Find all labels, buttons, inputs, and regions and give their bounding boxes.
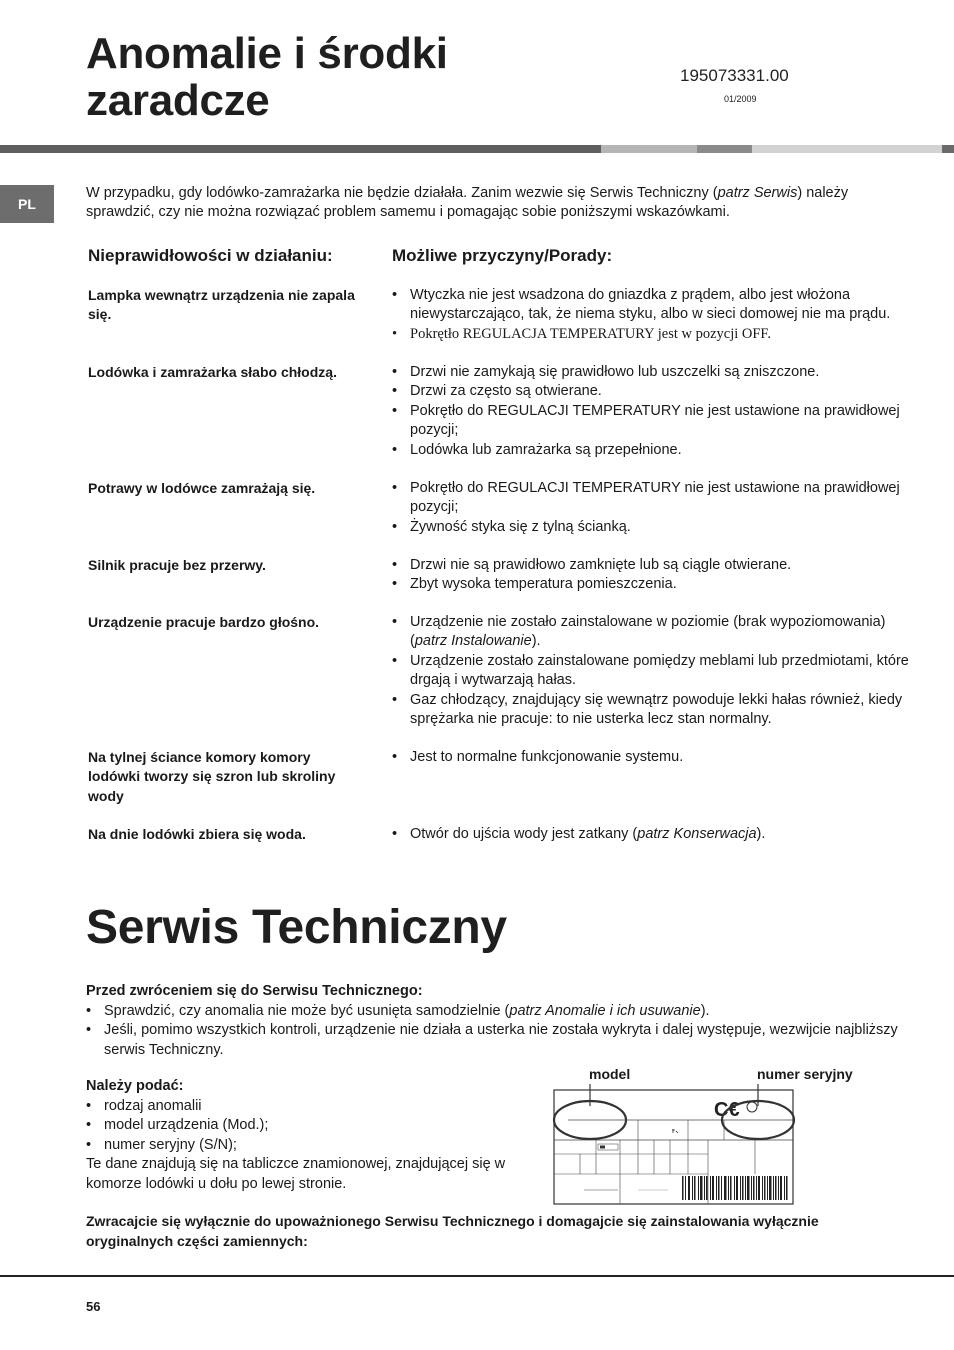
causes-list xyxy=(392,825,922,844)
cause-reference: patrz Instalowanie xyxy=(414,633,532,650)
cause-item: • Urządzenie zostało zainstalowane pomiędzy meblami lub przedmiotami, które drgają i wytwarzają hałas. xyxy=(392,652,922,691)
problem-text: Potrawy w lodówce zamrażają się. xyxy=(88,480,316,496)
cause-reference: patrz Konserwacja xyxy=(637,826,757,842)
service-before-block xyxy=(86,982,906,1060)
rating-plate-diagram xyxy=(548,1082,800,1210)
intro-paragraph xyxy=(86,184,916,222)
service-before-heading: Przed zwróceniem się do Serwisu Technicznego: xyxy=(86,983,423,999)
causes-list xyxy=(392,748,922,767)
service-provide-item: • model urządzenia (Mod.); xyxy=(86,1116,526,1136)
page-title: Anomalie i środki zaradcze xyxy=(86,29,448,125)
cause-item xyxy=(392,825,922,844)
service-closing-note: Zwracajcie się wyłącznie do upoważnionego Serwisu Technicznego i domagajcie się zainstalowania wyłącznie oryginalnych części zamiennych: xyxy=(86,1213,819,1249)
service-before-item xyxy=(86,1002,906,1022)
column-heading-problem: Nieprawidłowości w działaniu: xyxy=(88,246,333,265)
intro-reference: patrz Serwis xyxy=(717,185,798,201)
cause-item: • Drzwi za często są otwierane. xyxy=(392,382,922,401)
cause-item: • Pokrętło REGULACJA TEMPERATURY jest w pozycji OFF. xyxy=(392,325,922,344)
service-provide-heading: Należy podać: xyxy=(86,1078,184,1094)
cause-item: • Żywność styka się z tylną ścianką. xyxy=(392,518,922,537)
causes-list xyxy=(392,556,922,595)
problem-text: Urządzenie pracuje bardzo głośno. xyxy=(88,614,320,630)
cause-text-end: ). xyxy=(756,826,766,842)
page-number: 56 xyxy=(86,1299,101,1314)
service-provide-item: • numer seryjny (S/N); xyxy=(86,1136,526,1156)
service-item-text: Sprawdzić, czy anomalia nie może być usunięta samodzielnie ( xyxy=(104,1002,510,1019)
intro-text-end: ) należy sprawdzić, czy nie można rozwiązać problem samemu i pomagając sobie poniższymi wskazówkami. xyxy=(86,185,849,220)
cause-item: • Jest to normalne funkcjonowanie systemu. xyxy=(392,748,922,767)
problem-text: Na tylnej ściance komory komory lodówki tworzy się szron lub skroliny wody xyxy=(88,749,336,804)
intro-text: W przypadku, gdy lodówko-zamrażarka nie będzie działała. Zanim wezwie się Serwis Techniczny ( xyxy=(86,185,718,201)
service-provide-item: • rodzaj anomalii xyxy=(86,1097,526,1117)
cause-item: • Zbyt wysoka temperatura pomieszczenia. xyxy=(392,575,922,594)
language-tab: PL xyxy=(0,185,54,223)
causes-list xyxy=(392,286,922,344)
cause-text-end: ). xyxy=(531,633,541,650)
footer-divider xyxy=(0,1275,954,1277)
service-before-item: • Jeśli, pomimo wszystkich kontroli, urządzenie nie działa a usterka nie została wykryta i dalej występuje, wezwijcie najbliższy serwis Techniczny. xyxy=(86,1021,906,1060)
service-item-text-end: ). xyxy=(700,1002,710,1019)
svg-text:C€: C€ xyxy=(714,1099,740,1121)
service-location-text: Te dane znajdują się na tabliczce znamionowej, znajdującej się w komorze lodówki u dołu po lewej stronie. xyxy=(86,1156,506,1192)
cause-item: • Pokrętło do REGULACJI TEMPERATURY nie jest ustawione na prawidłowej pozycji; xyxy=(392,402,922,441)
causes-list xyxy=(392,363,922,460)
problem-text: Lodówka i zamrażarka słabo chłodzą. xyxy=(88,364,337,380)
problem-text: Na dnie lodówki zbiera się woda. xyxy=(88,826,306,842)
causes-list xyxy=(392,613,922,729)
service-provide-block xyxy=(86,1077,526,1194)
label-model: model xyxy=(589,1066,631,1082)
label-serial-number: numer seryjny xyxy=(757,1066,853,1082)
problem-text: Lampka wewnątrz urządzenia nie zapala się. xyxy=(88,287,355,323)
cause-item xyxy=(392,613,922,652)
cause-text: Urządzenie nie zostało zainstalowane w poziomie (brak wypoziomowania) ( xyxy=(410,614,886,650)
cause-item: • Wtyczka nie jest wsadzona do gniazdka z prądem, albo jest włożona niewystarczająco, tak, że niema styku, albo w sieci domowej nie ma prądu. xyxy=(392,286,922,325)
cause-item: • Gaz chłodzący, znajdujący się wewnątrz powoduje lekki hałas również, kiedy sprężarka nie pracuje: to nie usterka lecz stan normalny. xyxy=(392,691,922,730)
cause-item: • Lodówka lub zamrażarka są przepełnione. xyxy=(392,441,922,460)
problem-text: Silnik pracuje bez przerwy. xyxy=(88,557,266,573)
cause-item: • Drzwi nie są prawidłowo zamknięte lub są ciągle otwierane. xyxy=(392,556,922,575)
causes-list xyxy=(392,479,922,537)
column-heading-solution: Możliwe przyczyny/Porady: xyxy=(392,246,613,265)
document-number: 195073331.00 xyxy=(680,66,789,85)
cause-text: Otwór do ujścia wody jest zatkany ( xyxy=(410,826,638,842)
service-title: Serwis Techniczny xyxy=(86,901,507,954)
cause-item: • Drzwi nie zamykają się prawidłowo lub uszczelki są zniszczone. xyxy=(392,363,922,382)
document-date: 01/2009 xyxy=(724,94,757,104)
service-item-reference: patrz Anomalie i ich usuwanie xyxy=(509,1002,701,1019)
cause-item: • Pokrętło do REGULACJI TEMPERATURY nie jest ustawione na prawidłowej pozycji; xyxy=(392,479,922,518)
